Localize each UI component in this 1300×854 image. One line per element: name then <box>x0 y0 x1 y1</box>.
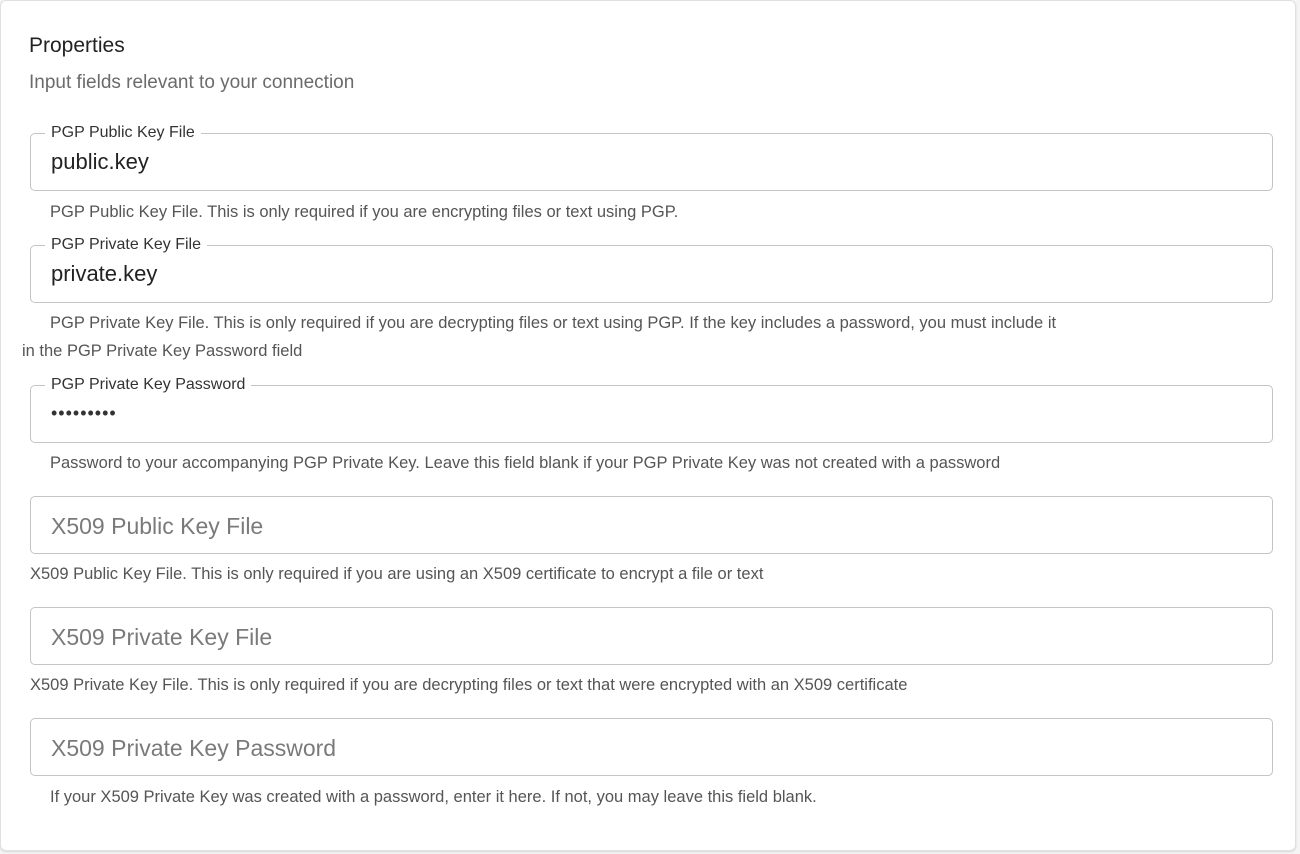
x509-private-key-file-placeholder[interactable]: X509 Private Key File <box>51 624 273 650</box>
section-title: Properties <box>29 34 125 57</box>
pgp-public-key-file-field[interactable] <box>30 124 1273 191</box>
x509-public-key-file-placeholder[interactable]: X509 Public Key File <box>51 513 264 539</box>
x509-private-key-file-helper: X509 Private Key File. This is only required if you are decrypting files or text that were encrypted with an X509 certificate <box>30 676 908 694</box>
pgp-public-key-file-label: PGP Public Key File <box>45 123 201 143</box>
pgp-public-key-file-helper: PGP Public Key File. This is only required if you are encrypting files or text using PGP. <box>50 203 679 221</box>
pgp-private-key-file-label: PGP Private Key File <box>45 235 207 255</box>
pgp-private-key-password-value[interactable]: ••••••••• <box>51 403 117 423</box>
pgp-private-key-file-helper-line1: PGP Private Key File. This is only required if you are decrypting files or text using PGP. If the key includes a password, you must include it <box>50 314 1057 332</box>
pgp-private-key-file-field[interactable] <box>30 236 1273 303</box>
x509-public-key-file-field[interactable] <box>30 496 1273 554</box>
x509-private-key-password-placeholder[interactable]: X509 Private Key Password <box>51 735 337 761</box>
pgp-public-key-file-value[interactable]: public.key <box>51 149 149 174</box>
pgp-private-key-file-helper <box>22 309 1260 365</box>
pgp-private-key-password-helper: Password to your accompanying PGP Private Key. Leave this field blank if your PGP Private Key was not created with a password <box>50 454 1001 472</box>
pgp-private-key-password-label: PGP Private Key Password <box>45 375 251 395</box>
section-subtitle: Input fields relevant to your connection <box>29 72 355 93</box>
x509-private-key-password-field[interactable] <box>30 718 1273 776</box>
x509-private-key-file-field[interactable] <box>30 607 1273 665</box>
pgp-private-key-file-helper-line2: in the PGP Private Key Password field <box>22 342 303 360</box>
x509-public-key-file-helper: X509 Public Key File. This is only required if you are using an X509 certificate to encrypt a file or text <box>30 565 764 583</box>
pgp-private-key-password-field[interactable] <box>30 376 1273 443</box>
pgp-private-key-file-value[interactable]: private.key <box>51 261 158 286</box>
x509-private-key-password-helper: If your X509 Private Key was created with a password, enter it here. If not, you may leave this field blank. <box>50 788 817 806</box>
